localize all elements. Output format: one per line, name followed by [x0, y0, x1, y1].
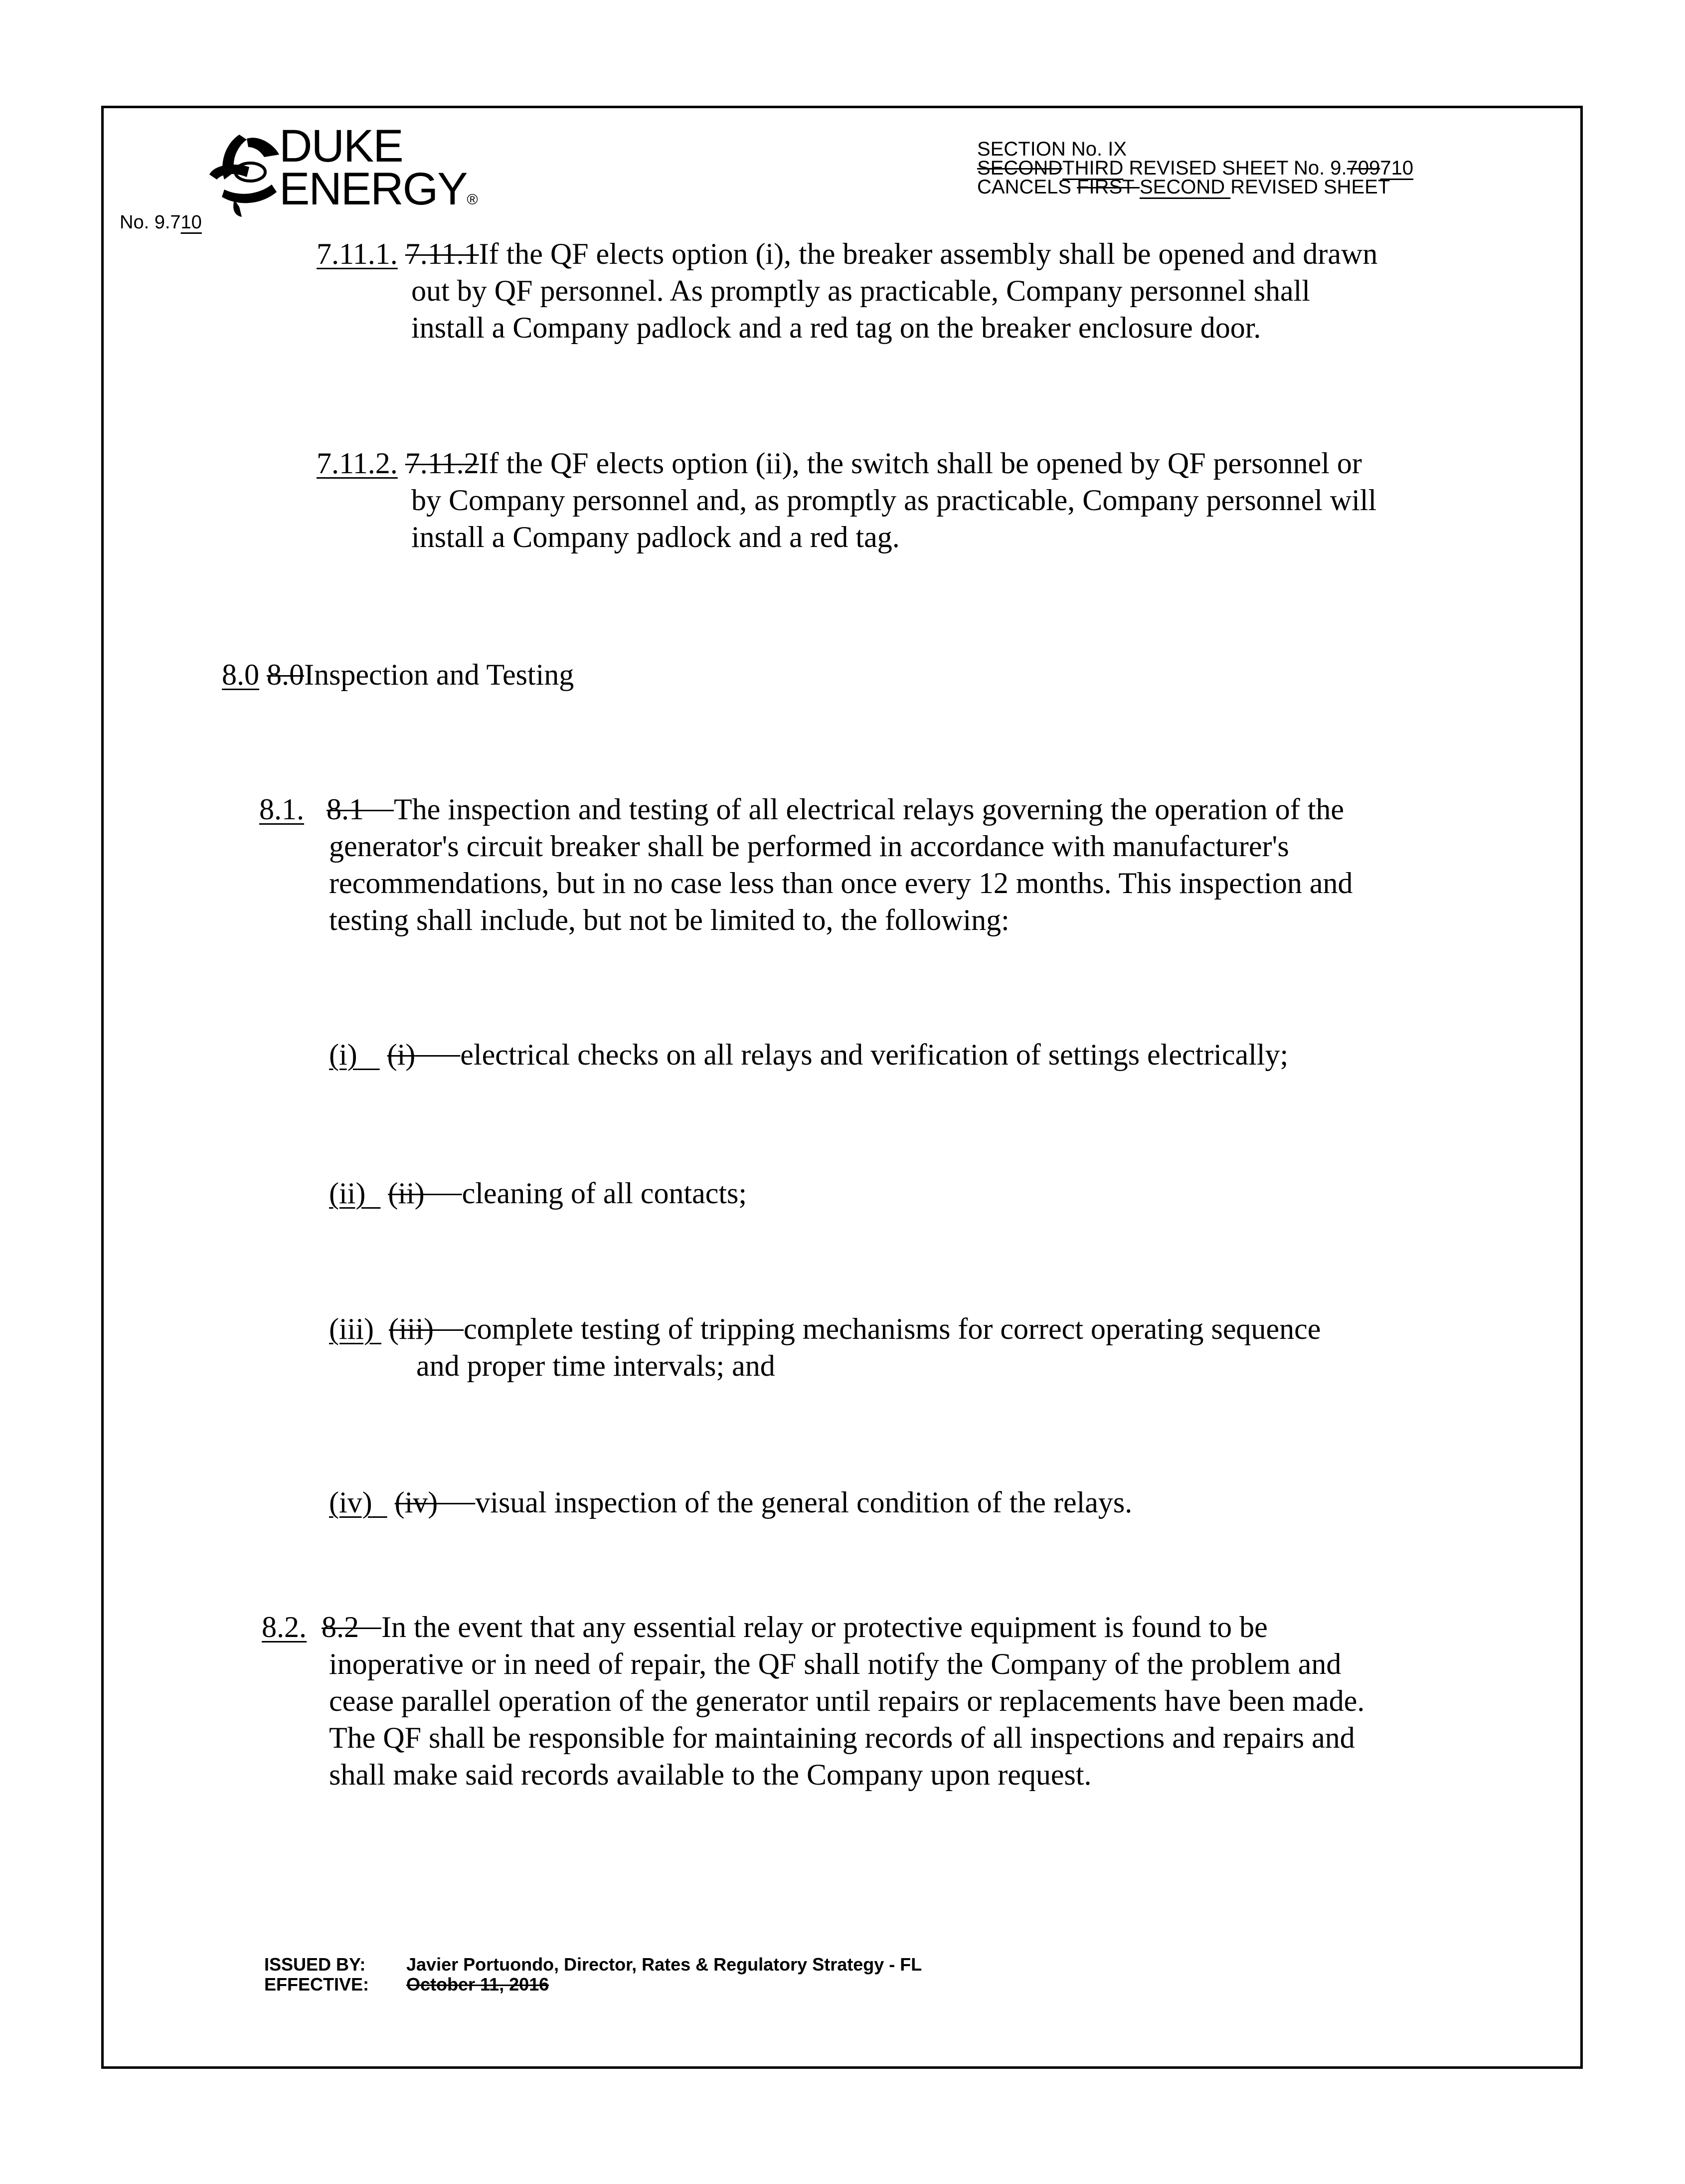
- logo-line-duke: DUKE: [279, 121, 403, 172]
- item-number-old: (iv): [394, 1486, 438, 1519]
- item-number-new: (iii): [329, 1312, 374, 1345]
- section-number: SECTION No. IX: [977, 138, 1127, 160]
- duke-energy-logo-icon: [204, 125, 284, 219]
- revised-sheet-line: SECONDTHIRD REVISED SHEET No. 9.709710: [977, 157, 1414, 179]
- section-number-new: 8.0: [222, 658, 259, 691]
- item-number-new: (iv): [329, 1486, 372, 1519]
- sheet-number-ref: No. 9.710: [120, 212, 202, 233]
- paragraph-7-11-2: 7.11.2. 7.11.2If the QF elects option (ii), the switch shall be opened by QF personnel or by Company personnel and, as promptly as practicable, Company personnel will install a Company padlock and a red tag.: [317, 447, 1377, 553]
- section-heading-8-0: 8.0 8.0Inspection and Testing: [222, 658, 574, 691]
- registered-mark: ®: [467, 191, 477, 208]
- issued-by-line: ISSUED BY: Javier Portuondo, Director, Rates & Regulatory Strategy - FL: [264, 1954, 922, 1975]
- section-number-old: 8.0: [267, 658, 304, 691]
- item-number-old: (ii): [388, 1177, 425, 1210]
- section-number-new: 7.11.1.: [317, 237, 398, 270]
- item-number-new: (ii): [329, 1177, 366, 1210]
- issuance-footer: [264, 1955, 922, 1995]
- logo-wordmark: [279, 121, 477, 221]
- cancels-line: CANCELS FIRST SECOND REVISED SHEET: [977, 176, 1390, 198]
- section-number-new: 7.11.2.: [317, 447, 398, 480]
- sheet-header: [977, 140, 1413, 196]
- section-number-old: 8.2: [322, 1611, 359, 1643]
- section-number-new: 8.2.: [262, 1611, 307, 1643]
- company-logo: [204, 121, 477, 239]
- section-number-old: 7.11.1: [405, 237, 479, 270]
- list-item-i: (i) (i) electrical checks on all relays and verification of settings electrically;: [329, 1038, 1289, 1071]
- paragraph-7-11-1: 7.11.1. 7.11.1If the QF elects option (i), the breaker assembly shall be opened and drawn out by QF personnel. As promptly as practicable, Company personnel shall install a Company padlock and a red tag on the breaker enclosure door.: [317, 237, 1378, 344]
- item-number-old: (iii): [388, 1312, 434, 1345]
- paragraph-8-1: 8.1. 8.1 The inspection and testing of all electrical relays governing the operation of the generator's circuit breaker shall be performed in accordance with manufacturer's recommendations, but in no case less than once every 12 months. This inspection and testing shall include, but not be limited to, the following:: [259, 793, 1353, 936]
- paragraph-8-2: 8.2. 8.2 In the event that any essential relay or protective equipment is found to be inoperative or in need of repair, the QF shall notify the Company of the problem and cease parallel operation of the generator until repairs or replacements have been made. The QF shall be responsible for maintaining records of all inspections and repairs and shall make said records available to the Company upon request.: [262, 1611, 1365, 1791]
- item-number-new: (i): [329, 1038, 357, 1071]
- effective-line: EFFECTIVE: October 11, 2016: [264, 1974, 549, 1995]
- item-number-old: (i): [387, 1038, 416, 1071]
- section-number-old: 7.11.2: [405, 447, 479, 480]
- list-item-iii: (iii) (iii) complete testing of tripping mechanisms for correct operating sequence and proper time intervals; and: [329, 1312, 1321, 1382]
- section-number-new: 8.1.: [259, 793, 304, 826]
- section-number-old: 8.1: [327, 793, 364, 826]
- logo-line-energy: ENERGY®: [279, 164, 477, 214]
- list-item-iv: (iv) (iv) visual inspection of the general condition of the relays.: [329, 1486, 1133, 1519]
- list-item-ii: (ii) (ii) cleaning of all contacts;: [329, 1177, 747, 1210]
